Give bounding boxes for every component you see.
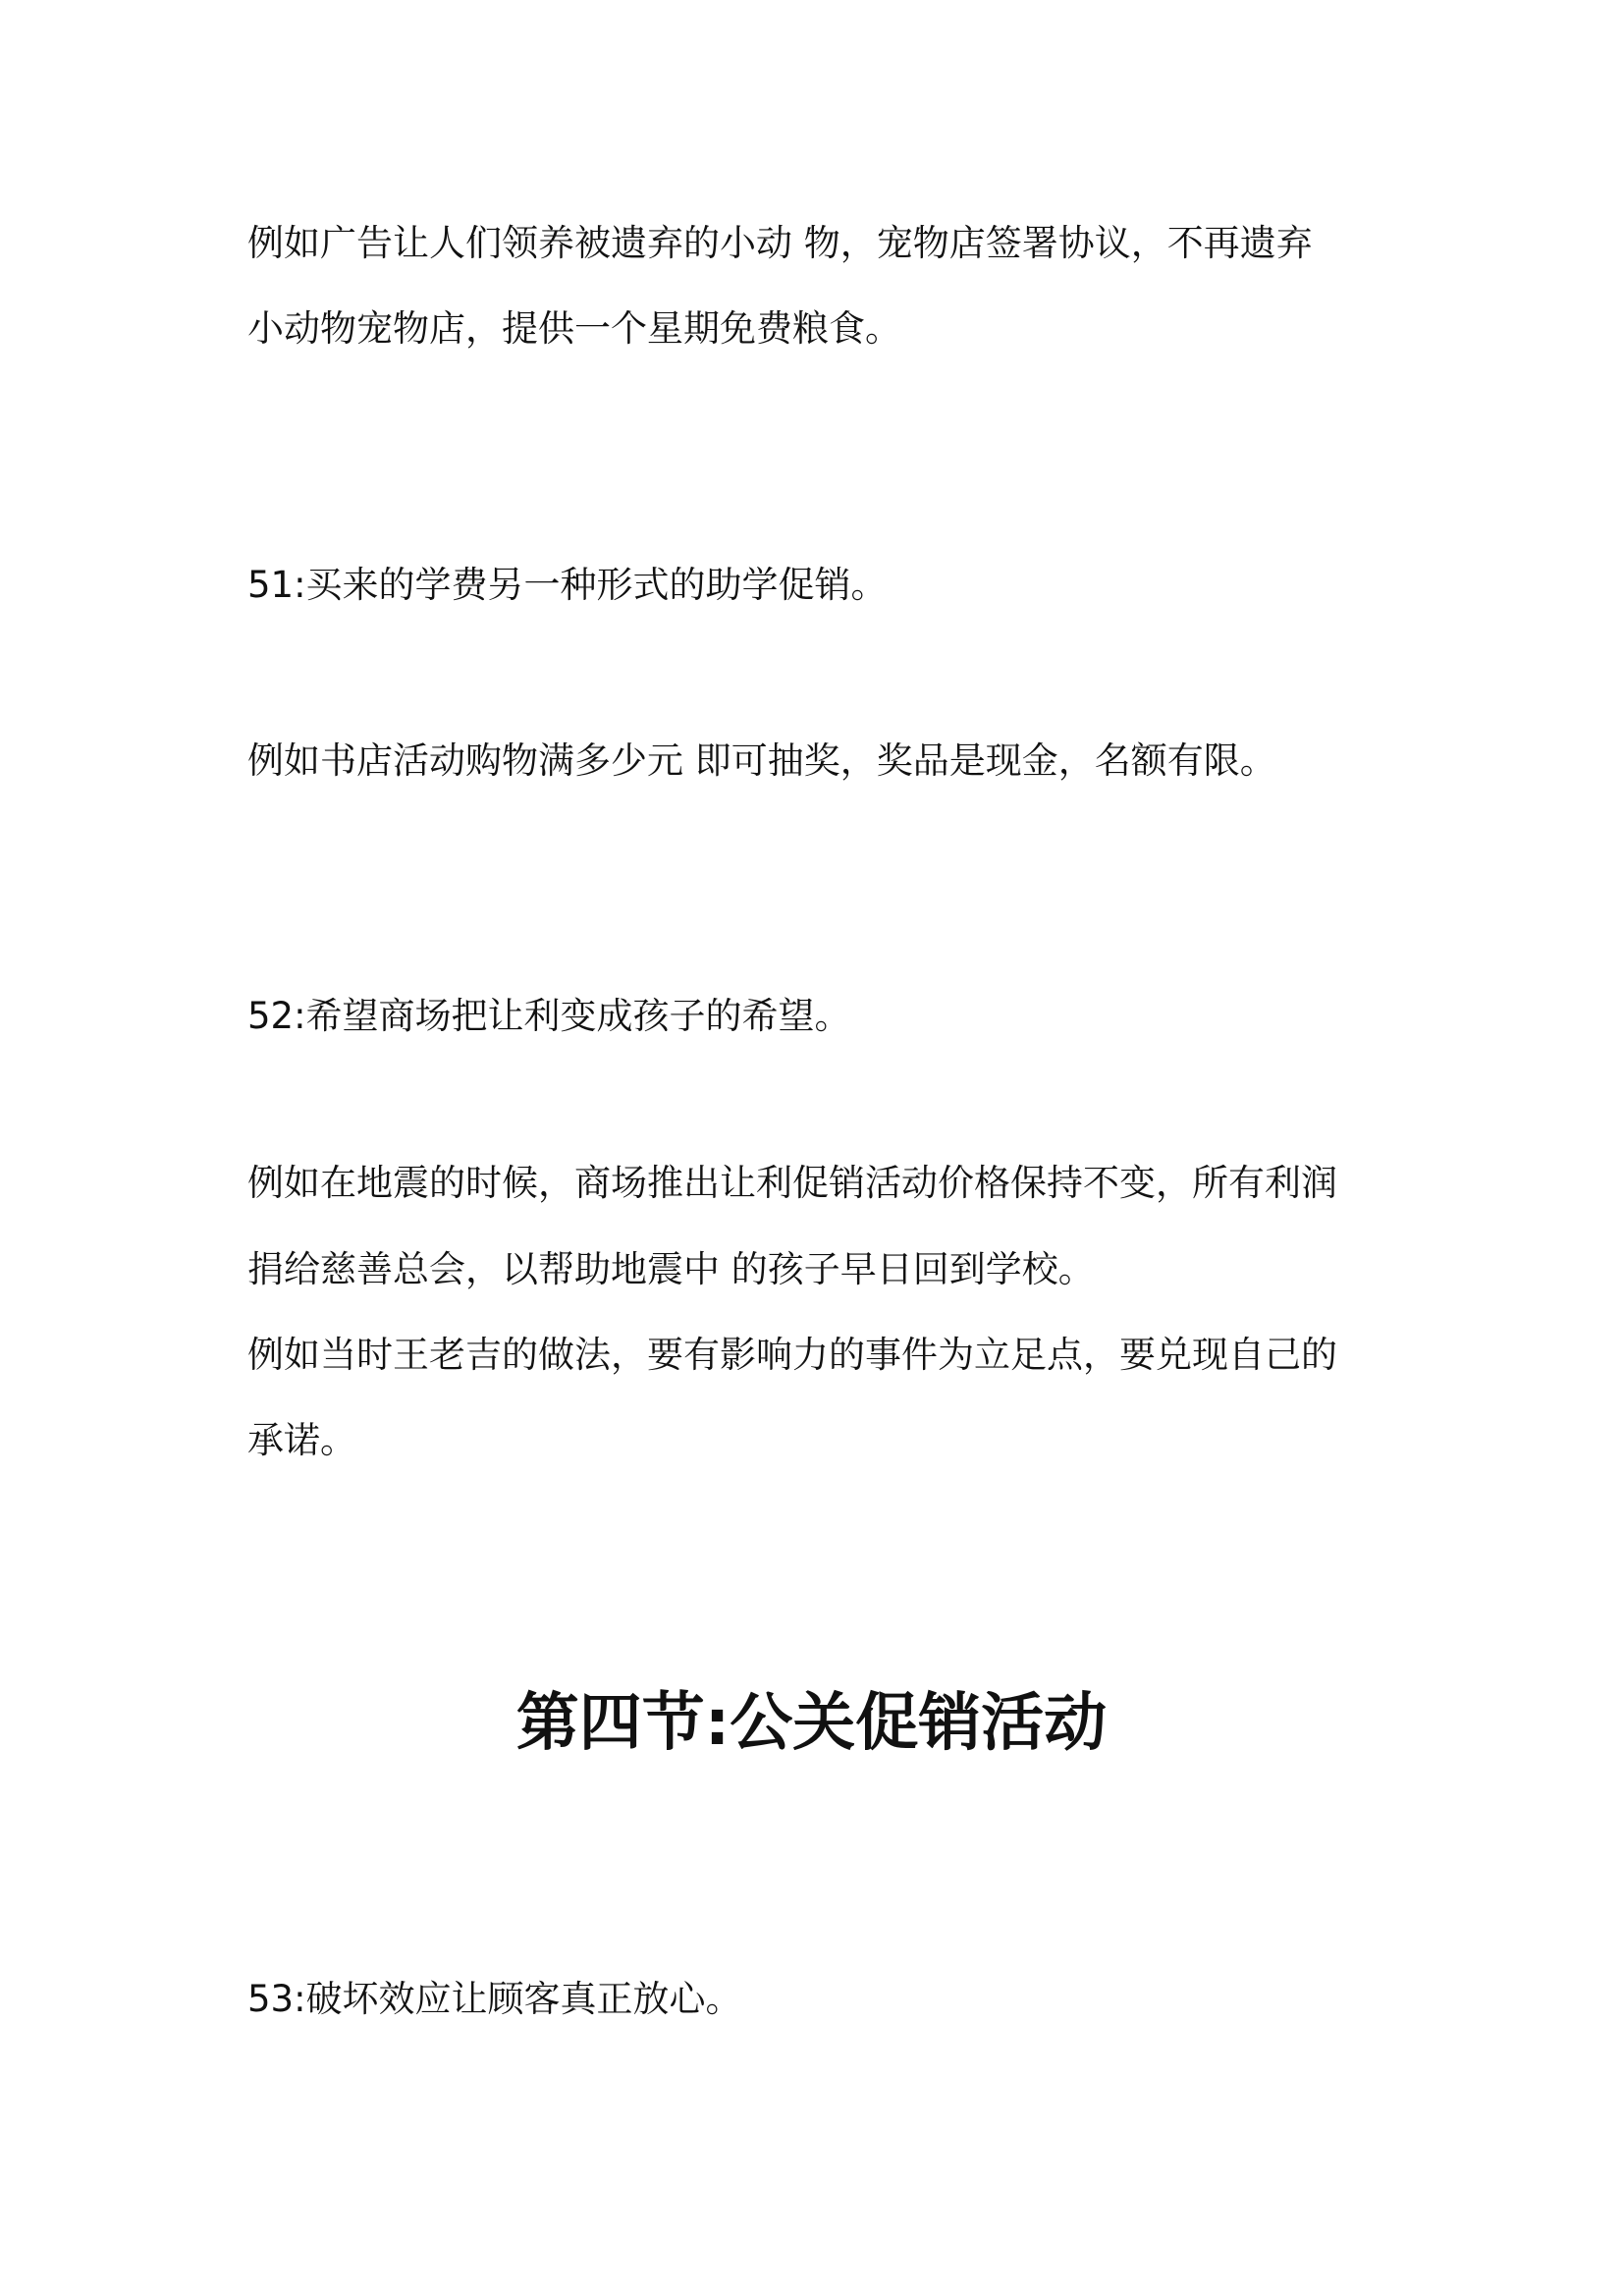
paragraph-line: 例如广告让人们领养被遗弃的小动 物，宠物店签署协议，不再遗弃: [247, 222, 1313, 264]
paragraph-line: 捐给慈善总会，以帮助地震中 的孩子早日回到学校。: [247, 1248, 1095, 1290]
item-heading-51: 51:买来的学费另一种形式的助学促销。: [247, 564, 888, 606]
section-heading: 第四节:公关促销活动: [515, 1687, 1108, 1760]
item-heading-53: 53:破坏效应让顾客真正放心。: [247, 1978, 742, 2020]
paragraph-line: 承诺。: [247, 1419, 356, 1461]
paragraph-line: 例如书店活动购物满多少元 即可抽奖，奖品是现金，名额有限。: [247, 739, 1276, 782]
item-heading-52: 52:希望商场把让利变成孩子的希望。: [247, 995, 851, 1037]
paragraph-line: 例如当时王老吉的做法，要有影响力的事件为立足点，要兑现自己的: [247, 1334, 1337, 1376]
paragraph-line: 例如在地震的时候，商场推出让利促销活动价格保持不变，所有利润: [247, 1162, 1337, 1204]
paragraph-line: 小动物宠物店，提供一个星期免费粮食。: [247, 307, 901, 350]
